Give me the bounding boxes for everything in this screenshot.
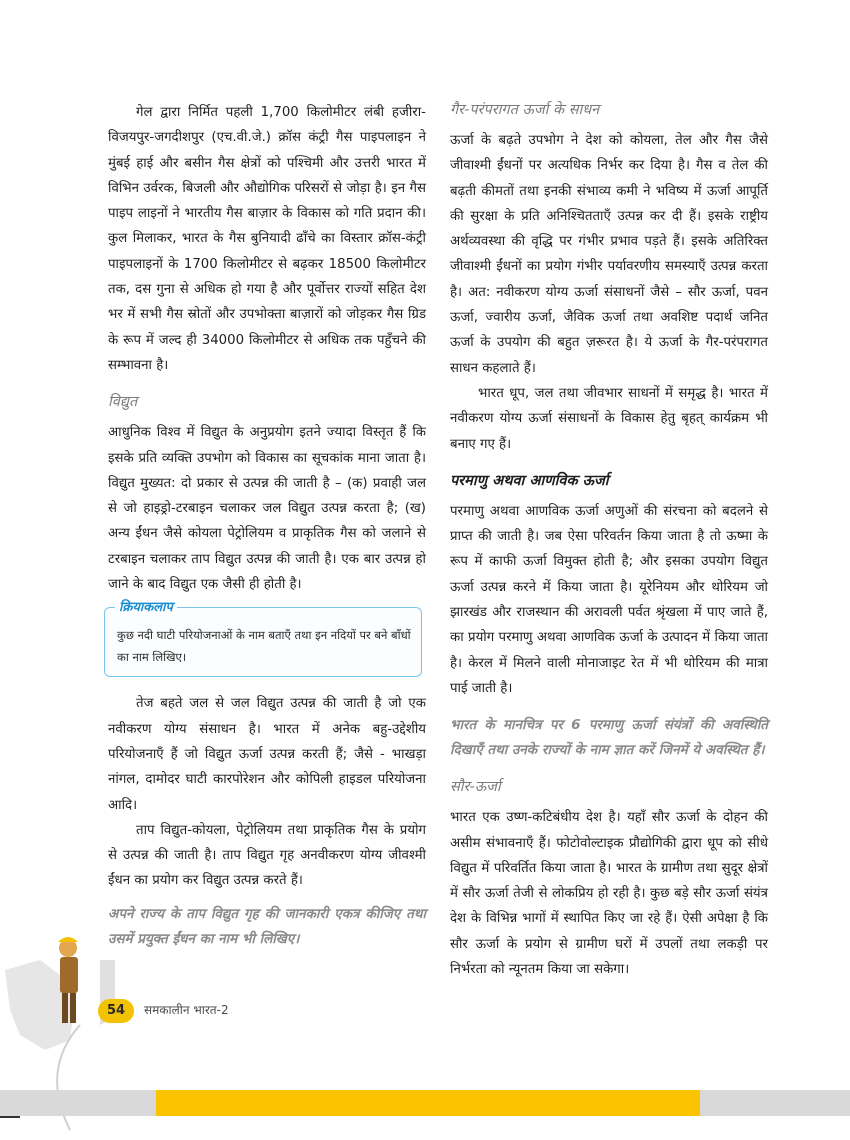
atomic-paragraph: परमाणु अथवा आणविक ऊर्जा अणुओं की संरचना को बदलने से प्राप्त की जाती है। जब ऐसा परिवर्तन किया जाता है तो ऊष्मा के रूप में काफी ऊर्जा विमुक्त होती है; और इसका उपयोग विद्युत ऊर्जा उत्पन्न करने में किया जाता है। यूरेनियम और थोरियम जो झारखंड और राजस्थान की अरावली पर्वत श्रृंखला में पाए जाते हैं, का प्रयोग परमाणु अथवा आणविक ऊर्जा के उत्पादन में किया जाता है। केरल में मिलने वाली मोनाजाइट रेत में भी थोरियम की मात्रा पाई जाती है।	[450, 503, 768, 696]
left-column	[108, 100, 426, 952]
nonconventional-heading: गैर-परंपरागत ऊर्जा के साधन	[450, 102, 600, 118]
solar-heading: सौर-ऊर्जा	[450, 779, 501, 796]
footer-accent-bar	[156, 1090, 700, 1116]
hydro-paragraph: तेज बहते जल से जल विद्युत उत्पन्न की जाती है जो एक नवीकरण योग्य संसाधन है। भारत में अनेक बहु-उद्देशीय परियोजनाएँ हैं जो विद्युत ऊर्जा उत्पन्न करती हैं; जैसे - भाखड़ा नांगल, दामोदर घाटी कारपोरेशन और कोपिली हाइडल परियोजना आदि।	[108, 696, 426, 813]
atomic-heading: परमाणु अथवा आणविक ऊर्जा	[450, 472, 609, 489]
nonconventional-paragraph: ऊर्जा के बढ़ते उपभोग ने देश को कोयला, तेल और गैस जैसे जीवाश्मी ईंधनों पर अत्यधिक निर्भर कर दिया है। गैस व तेल की बढ़ती कीमतों तथा इनकी संभाव्य कमी ने भविष्य में ऊर्जा आपूर्ति की सुरक्षा के प्रति अनिश्चितताएँ उत्पन्न कर दी हैं। इसके राष्ट्रीय अर्थव्यवस्था की वृद्धि पर गंभीर प्रभाव पड़ते हैं। इसके अतिरिक्त जीवाश्मी ईंधनों का प्रयोग गंभीर पर्यावरणीय समस्याएँ उत्पन्न करता है। अत: नवीकरण योग्य ऊर्जा संसाधनों जैसे – सौर ऊर्जा, पवन ऊर्जा, ज्वारीय ऊर्जा, जैविक ऊर्जा तथा अवशिष्ट पदार्थ जनित ऊर्जा के उपयोग की बहुत ज़रूरत है। ये ऊर्जा के गैर-परंपरागत साधन कहलाते हैं।	[450, 133, 768, 376]
electricity-heading: विद्युत	[108, 394, 138, 411]
book-title: समकालीन भारत-2	[144, 1003, 229, 1017]
thermal-task: अपने राज्य के ताप विद्युत गृह की जानकारी एकत्र कीजिए तथा उसमें प्रयुक्त ईंधन का नाम भी लिखिए।	[108, 905, 426, 947]
page-number: 54	[98, 999, 134, 1023]
activity-text: कुछ नदी घाटी परियोजनाओं के नाम बताएँ तथा इन नदियों पर बने बाँधों का नाम लिखिए।	[117, 628, 411, 665]
atomic-task: भारत के मानचित्र पर 6 परमाणु ऊर्जा संयंत्रों की अवस्थिति दिखाएँ तथा उनके राज्यों के नाम ज्ञात करें जिनमें ये अवस्थित हैं।	[450, 717, 768, 759]
solar-paragraph: भारत एक उष्ण-कटिबंधीय देश है। यहाँ सौर ऊर्जा के दोहन की असीम संभावनाएँ हैं। फोटोवोल्टाइक प्रौद्योगिकी द्वारा धूप को सीधे विद्युत में परिवर्तित किया जाता है। भारत के ग्रामीण तथा सुदूर क्षेत्रों में सौर ऊर्जा तेजी से लोकप्रिय हो रही है। कुछ बड़े सौर ऊर्जा संयंत्र देश के विभिन्न भागों में स्थापित किए जा रहे हैं। ऐसी अपेक्षा है कि सौर ऊर्जा के प्रयोग से ग्रामीण घरों में उपलों तथा लकड़ी पर निर्भरता को न्यूनतम किया जा सकेगा।	[450, 810, 768, 978]
footer-divider	[0, 1116, 20, 1118]
right-column	[450, 100, 768, 982]
thermal-paragraph: ताप विद्युत-कोयला, पेट्रोलियम तथा प्राकृतिक गैस के प्रयोग से उत्पन्न की जाती है। ताप विद्युत गृह अनवीकरण योग्य जीवश्मी ईंधन का प्रयोग कर विद्युत उत्पन्न करते हैं।	[108, 822, 426, 889]
electricity-paragraph: आधुनिक विश्व में विद्युत के अनुप्रयोग इतने ज्यादा विस्तृत हैं कि इसके प्रति व्यक्ति उपभोग को विकास का सूचकांक माना जाता है। विद्युत मुख्यत: दो प्रकार से उत्पन्न की जाती है – (क) प्रवाही जल से जो हाइड्रो-टरबाइन चलाकर जल विद्युत उत्पन्न करता है; (ख) अन्य ईंधन जैसे कोयला पेट्रोलियम व प्राकृतिक गैस को जलाने से टरबाइन चलाकर ताप विद्युत उत्पन्न की जाती है। एक बार उत्पन्न हो जाने के बाद विद्युत एक जैसी ही होती है।	[108, 425, 426, 593]
activity-title: क्रियाकलाप	[115, 597, 177, 615]
renewable-paragraph: भारत धूप, जल तथा जीवभार साधनों में समृद्ध है। भारत में नवीकरण योग्य ऊर्जा संसाधनों के विकास हेतु बृहत् कार्यक्रम भी बनाए गए हैं।	[450, 385, 768, 452]
pipeline-paragraph: गेल द्वारा निर्मित पहली 1,700 किलोमीटर लंबी हजीरा-विजयपुर-जगदीशपुर (एच.वी.जे.) क्रॉस कंट्री गैस पाइपलाइन ने मुंबई हाई और बसीन गैस क्षेत्रों को पश्चिमी और उत्तरी भारत में विभिन उर्वरक, बिजली और औद्योगिक परिसरों से जोड़ा है। इन गैस पाइप लाइनों ने भारतीय गैस बाज़ार के विकास को गति प्रदान की। कुल मिलाकर, भारत के गैस बुनियादी ढाँचे का विस्तार क्रॉस-कंट्री पाइपलाइनों के 1700 किलोमीटर से बढ़कर 18500 किलोमीटर तक, दस गुना से अधिक हो गया है और पूर्वोत्तर राज्यों सहित देश भर में सभी गैस स्रोतों और उपभोक्ता बाज़ारों को जोड़कर गैस ग्रिड के रूप में जल्द ही 34000 किलोमीटर से अधिक तक पहुँचने की सम्भावना है।	[108, 105, 426, 373]
activity-box	[104, 600, 422, 677]
